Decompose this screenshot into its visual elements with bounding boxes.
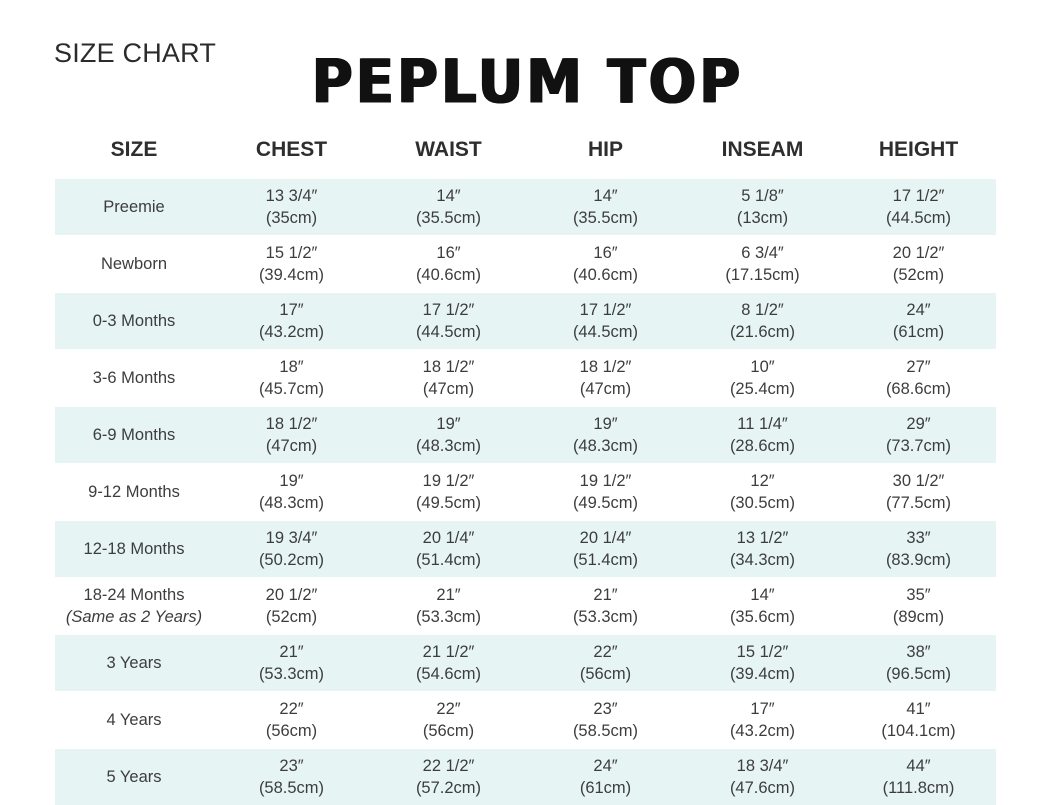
waist-cell	[370, 692, 527, 749]
hip-inches: 24″	[527, 755, 684, 777]
inseam-inches: 8 1/2″	[684, 299, 841, 321]
chest-cm: (58.5cm)	[213, 777, 370, 799]
chest-cm: (39.4cm)	[213, 264, 370, 286]
column-header-inseam: INSEAM	[684, 122, 841, 179]
hip-cm: (44.5cm)	[527, 321, 684, 343]
height-cm: (96.5cm)	[841, 663, 996, 685]
chest-cm: (45.7cm)	[213, 378, 370, 400]
inseam-inches: 12″	[684, 470, 841, 492]
table-row	[55, 521, 996, 578]
inseam-inches: 6 3/4″	[684, 242, 841, 264]
height-cm: (89cm)	[841, 606, 996, 628]
chest-cm: (53.3cm)	[213, 663, 370, 685]
waist-cm: (48.3cm)	[370, 435, 527, 457]
height-cell	[841, 293, 996, 350]
size-table	[55, 122, 996, 805]
hip-inches: 14″	[527, 185, 684, 207]
inseam-cm: (47.6cm)	[684, 777, 841, 799]
waist-cell	[370, 578, 527, 635]
table-row	[55, 692, 996, 749]
waist-cell	[370, 521, 527, 578]
inseam-cell	[684, 521, 841, 578]
height-cell	[841, 521, 996, 578]
chest-cm: (56cm)	[213, 720, 370, 742]
hip-cm: (40.6cm)	[527, 264, 684, 286]
hip-cell	[527, 464, 684, 521]
hip-inches: 18 1/2″	[527, 356, 684, 378]
chest-inches: 23″	[213, 755, 370, 777]
size-cell	[55, 464, 213, 521]
size-label: 6-9 Months	[55, 424, 213, 446]
chest-inches: 19 3/4″	[213, 527, 370, 549]
height-inches: 35″	[841, 584, 996, 606]
inseam-inches: 17″	[684, 698, 841, 720]
height-cell	[841, 407, 996, 464]
hip-cm: (35.5cm)	[527, 207, 684, 229]
size-note: (Same as 2 Years)	[55, 606, 213, 628]
waist-cell	[370, 407, 527, 464]
height-inches: 38″	[841, 641, 996, 663]
size-cell	[55, 350, 213, 407]
height-cm: (77.5cm)	[841, 492, 996, 514]
size-cell	[55, 749, 213, 805]
height-inches: 44″	[841, 755, 996, 777]
height-cell	[841, 236, 996, 293]
hip-inches: 16″	[527, 242, 684, 264]
chest-inches: 17″	[213, 299, 370, 321]
size-label: 4 Years	[55, 709, 213, 731]
hip-cell	[527, 578, 684, 635]
inseam-inches: 14″	[684, 584, 841, 606]
hip-inches: 23″	[527, 698, 684, 720]
size-cell	[55, 635, 213, 692]
size-cell	[55, 692, 213, 749]
table-row	[55, 350, 996, 407]
hip-cm: (61cm)	[527, 777, 684, 799]
chest-cell	[213, 179, 370, 236]
waist-cm: (54.6cm)	[370, 663, 527, 685]
hip-cell	[527, 236, 684, 293]
chest-cell	[213, 407, 370, 464]
size-cell	[55, 236, 213, 293]
inseam-cell	[684, 578, 841, 635]
chest-cell	[213, 578, 370, 635]
size-cell	[55, 578, 213, 635]
hip-cm: (53.3cm)	[527, 606, 684, 628]
chest-inches: 18″	[213, 356, 370, 378]
chest-inches: 22″	[213, 698, 370, 720]
hip-inches: 19 1/2″	[527, 470, 684, 492]
size-label: 0-3 Months	[55, 310, 213, 332]
waist-cell	[370, 179, 527, 236]
table-row	[55, 464, 996, 521]
hip-cm: (49.5cm)	[527, 492, 684, 514]
inseam-inches: 5 1/8″	[684, 185, 841, 207]
hip-cm: (56cm)	[527, 663, 684, 685]
height-cell	[841, 692, 996, 749]
hip-inches: 19″	[527, 413, 684, 435]
waist-inches: 21″	[370, 584, 527, 606]
table-row	[55, 236, 996, 293]
waist-cm: (47cm)	[370, 378, 527, 400]
table-row	[55, 293, 996, 350]
chest-cell	[213, 236, 370, 293]
height-cell	[841, 749, 996, 805]
waist-cm: (44.5cm)	[370, 321, 527, 343]
waist-cell	[370, 293, 527, 350]
chest-cm: (43.2cm)	[213, 321, 370, 343]
chest-inches: 18 1/2″	[213, 413, 370, 435]
inseam-cell	[684, 179, 841, 236]
waist-cm: (35.5cm)	[370, 207, 527, 229]
chest-cell	[213, 350, 370, 407]
inseam-cell	[684, 350, 841, 407]
chest-inches: 15 1/2″	[213, 242, 370, 264]
waist-cm: (40.6cm)	[370, 264, 527, 286]
inseam-cm: (25.4cm)	[684, 378, 841, 400]
hip-cm: (51.4cm)	[527, 549, 684, 571]
size-cell	[55, 179, 213, 236]
height-cell	[841, 179, 996, 236]
inseam-inches: 18 3/4″	[684, 755, 841, 777]
chest-cell	[213, 464, 370, 521]
chest-inches: 13 3/4″	[213, 185, 370, 207]
waist-inches: 22 1/2″	[370, 755, 527, 777]
height-inches: 27″	[841, 356, 996, 378]
table-row	[55, 578, 996, 635]
inseam-inches: 10″	[684, 356, 841, 378]
chest-cell	[213, 521, 370, 578]
hip-cm: (48.3cm)	[527, 435, 684, 457]
waist-cm: (49.5cm)	[370, 492, 527, 514]
waist-cell	[370, 350, 527, 407]
hip-inches: 21″	[527, 584, 684, 606]
hip-cell	[527, 293, 684, 350]
waist-cell	[370, 464, 527, 521]
inseam-cell	[684, 293, 841, 350]
waist-inches: 22″	[370, 698, 527, 720]
waist-cm: (56cm)	[370, 720, 527, 742]
chest-inches: 21″	[213, 641, 370, 663]
size-cell	[55, 521, 213, 578]
chest-cell	[213, 692, 370, 749]
waist-inches: 16″	[370, 242, 527, 264]
table-body	[55, 179, 996, 805]
hip-cell	[527, 179, 684, 236]
inseam-inches: 11 1/4″	[684, 413, 841, 435]
waist-inches: 21 1/2″	[370, 641, 527, 663]
inseam-cm: (43.2cm)	[684, 720, 841, 742]
height-cm: (44.5cm)	[841, 207, 996, 229]
height-cell	[841, 464, 996, 521]
inseam-cm: (39.4cm)	[684, 663, 841, 685]
inseam-cell	[684, 236, 841, 293]
chest-cell	[213, 293, 370, 350]
height-inches: 29″	[841, 413, 996, 435]
height-cm: (104.1cm)	[841, 720, 996, 742]
inseam-cm: (13cm)	[684, 207, 841, 229]
inseam-inches: 15 1/2″	[684, 641, 841, 663]
size-label: 18-24 Months	[55, 584, 213, 606]
table-row	[55, 407, 996, 464]
table-header-row	[55, 122, 996, 179]
table-row	[55, 749, 996, 805]
waist-inches: 20 1/4″	[370, 527, 527, 549]
chest-inches: 19″	[213, 470, 370, 492]
waist-inches: 14″	[370, 185, 527, 207]
size-label: Preemie	[55, 196, 213, 218]
inseam-cm: (30.5cm)	[684, 492, 841, 514]
height-cm: (83.9cm)	[841, 549, 996, 571]
inseam-cell	[684, 692, 841, 749]
height-cm: (73.7cm)	[841, 435, 996, 457]
inseam-cell	[684, 464, 841, 521]
waist-cell	[370, 635, 527, 692]
column-header-waist: WAIST	[370, 122, 527, 179]
height-cm: (52cm)	[841, 264, 996, 286]
height-cell	[841, 578, 996, 635]
hip-cell	[527, 635, 684, 692]
hip-cell	[527, 521, 684, 578]
waist-inches: 19″	[370, 413, 527, 435]
hip-inches: 17 1/2″	[527, 299, 684, 321]
inseam-cm: (21.6cm)	[684, 321, 841, 343]
hip-cm: (47cm)	[527, 378, 684, 400]
height-inches: 33″	[841, 527, 996, 549]
product-title	[0, 47, 1055, 117]
waist-cell	[370, 236, 527, 293]
size-label: Newborn	[55, 253, 213, 275]
product-title-text: PEPLUM TOP	[312, 47, 744, 117]
inseam-inches: 13 1/2″	[684, 527, 841, 549]
height-inches: 41″	[841, 698, 996, 720]
height-inches: 24″	[841, 299, 996, 321]
height-inches: 17 1/2″	[841, 185, 996, 207]
hip-inches: 20 1/4″	[527, 527, 684, 549]
chest-cell	[213, 749, 370, 805]
waist-cm: (51.4cm)	[370, 549, 527, 571]
waist-inches: 18 1/2″	[370, 356, 527, 378]
hip-cell	[527, 350, 684, 407]
waist-cell	[370, 749, 527, 805]
inseam-cm: (28.6cm)	[684, 435, 841, 457]
size-label: 3-6 Months	[55, 367, 213, 389]
waist-cm: (53.3cm)	[370, 606, 527, 628]
waist-cm: (57.2cm)	[370, 777, 527, 799]
chest-cm: (35cm)	[213, 207, 370, 229]
hip-cm: (58.5cm)	[527, 720, 684, 742]
size-cell	[55, 407, 213, 464]
inseam-cell	[684, 407, 841, 464]
size-label: 12-18 Months	[55, 538, 213, 560]
table-row	[55, 179, 996, 236]
waist-inches: 17 1/2″	[370, 299, 527, 321]
size-label: 5 Years	[55, 766, 213, 788]
chest-cell	[213, 635, 370, 692]
column-header-chest: CHEST	[213, 122, 370, 179]
height-inches: 30 1/2″	[841, 470, 996, 492]
hip-cell	[527, 692, 684, 749]
column-header-hip: HIP	[527, 122, 684, 179]
column-header-height: HEIGHT	[841, 122, 996, 179]
chest-cm: (50.2cm)	[213, 549, 370, 571]
table-row	[55, 635, 996, 692]
size-cell	[55, 293, 213, 350]
column-header-size: SIZE	[55, 122, 213, 179]
waist-inches: 19 1/2″	[370, 470, 527, 492]
inseam-cell	[684, 635, 841, 692]
height-cell	[841, 635, 996, 692]
inseam-cm: (35.6cm)	[684, 606, 841, 628]
height-cell	[841, 350, 996, 407]
chest-cm: (47cm)	[213, 435, 370, 457]
chest-inches: 20 1/2″	[213, 584, 370, 606]
size-label: 9-12 Months	[55, 481, 213, 503]
inseam-cell	[684, 749, 841, 805]
size-label: 3 Years	[55, 652, 213, 674]
height-cm: (68.6cm)	[841, 378, 996, 400]
hip-cell	[527, 749, 684, 805]
chest-cm: (48.3cm)	[213, 492, 370, 514]
height-cm: (111.8cm)	[841, 777, 996, 799]
hip-cell	[527, 407, 684, 464]
hip-inches: 22″	[527, 641, 684, 663]
chest-cm: (52cm)	[213, 606, 370, 628]
size-chart-label: SIZE CHART	[54, 38, 216, 69]
height-inches: 20 1/2″	[841, 242, 996, 264]
inseam-cm: (17.15cm)	[684, 264, 841, 286]
height-cm: (61cm)	[841, 321, 996, 343]
inseam-cm: (34.3cm)	[684, 549, 841, 571]
